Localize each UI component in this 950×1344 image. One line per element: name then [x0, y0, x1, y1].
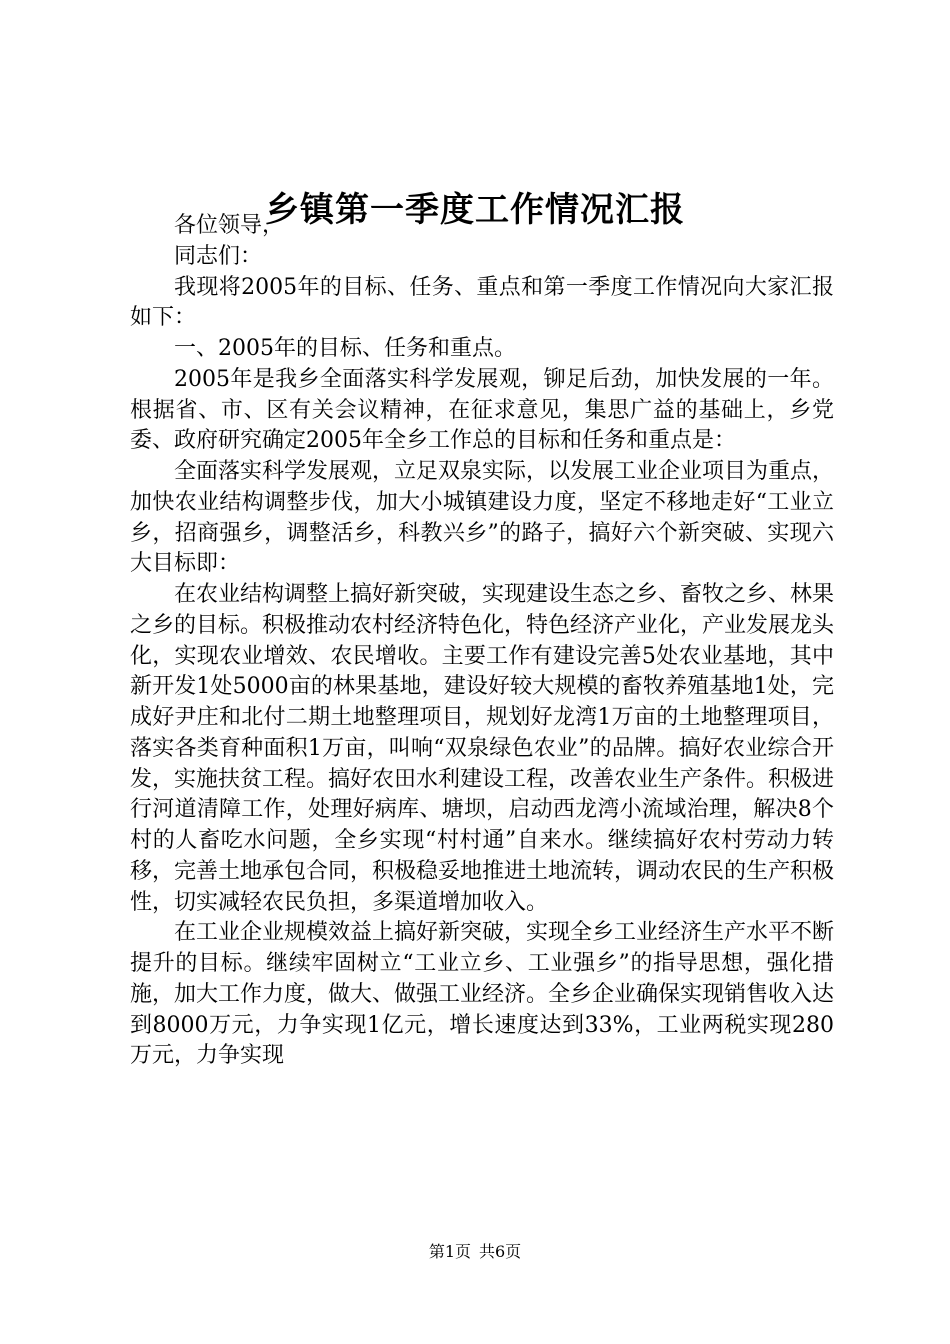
paragraph-industry: 在工业企业规模效益上搞好新突破，实现全乡工业经济生产水平不断提升的目标。继续牢固树立“工业立乡、工业强乡”的指导思想，强化措施，加大工作力度，做大、做强工业经济。全乡企业确保实现销售收入达到8000万元，力争实现1亿元，增长速度达到33%，工业两税实现280万元，力争实现 — [130, 920, 835, 1069]
document-title: 乡镇第一季度工作情况汇报 — [265, 190, 685, 230]
page-footer — [0, 1240, 950, 1264]
page-number: 第1页 — [428, 1242, 471, 1261]
page-total: 共6页 — [479, 1242, 522, 1261]
section-heading-1: 一、2005年的目标、任务和重点。 — [174, 336, 516, 361]
salutation-comrades: 同志们： — [174, 243, 263, 269]
paragraph-agriculture: 在农业结构调整上搞好新突破，实现建设生态之乡、畜牧之乡、林果之乡的目标。积极推动农村经济特色化，特色经济产业化，产业发展龙头化，实现农业增效、农民增收。主要工作有建设完善5处农业基地，其中新开发1处5000亩的林果基地，建设好较大规模的畜牧养殖基地1处，完成好尹庄和北付二期土地整理项目，规划好龙湾1万亩的土地整理项目，落实各类育种面积1万亩，叫响“双泉绿色农业”的品牌。搞好农业综合开发，实施扶贫工程。搞好农田水利建设工程，改善农业生产条件。积极进行河道清障工作，处理好病库、塘坝，启动西龙湾小流域治理，解决8个村的人畜吃水问题，全乡实现“村村通”自来水。继续搞好农村劳动力转移，完善土地承包合同，积极稳妥地推进土地流转，调动农民的生产积极性，切实减轻农民负担，多渠道增加收入。 — [130, 582, 835, 915]
paragraph-guideline: 全面落实科学发展观，立足双泉实际，以发展工业企业项目为重点，加快农业结构调整步伐，加大小城镇建设力度，坚定不移地走好“工业立乡，招商强乡，调整活乡，科教兴乡”的路子，搞好六个新突破、实现六大目标即： — [130, 459, 835, 577]
document-body — [130, 211, 834, 1072]
intro-paragraph: 我现将2005年的目标、任务、重点和第一季度工作情况向大家汇报如下： — [130, 274, 834, 331]
paragraph-overview: 2005年是我乡全面落实科学发展观，铆足后劲，加快发展的一年。根据省、市、区有关会议精神，在征求意见，集思广益的基础上，乡党委、政府研究确定2005年全乡工作总的目标和任务和重点是： — [130, 366, 834, 454]
salutation-leaders: 各位领导， — [174, 213, 285, 238]
